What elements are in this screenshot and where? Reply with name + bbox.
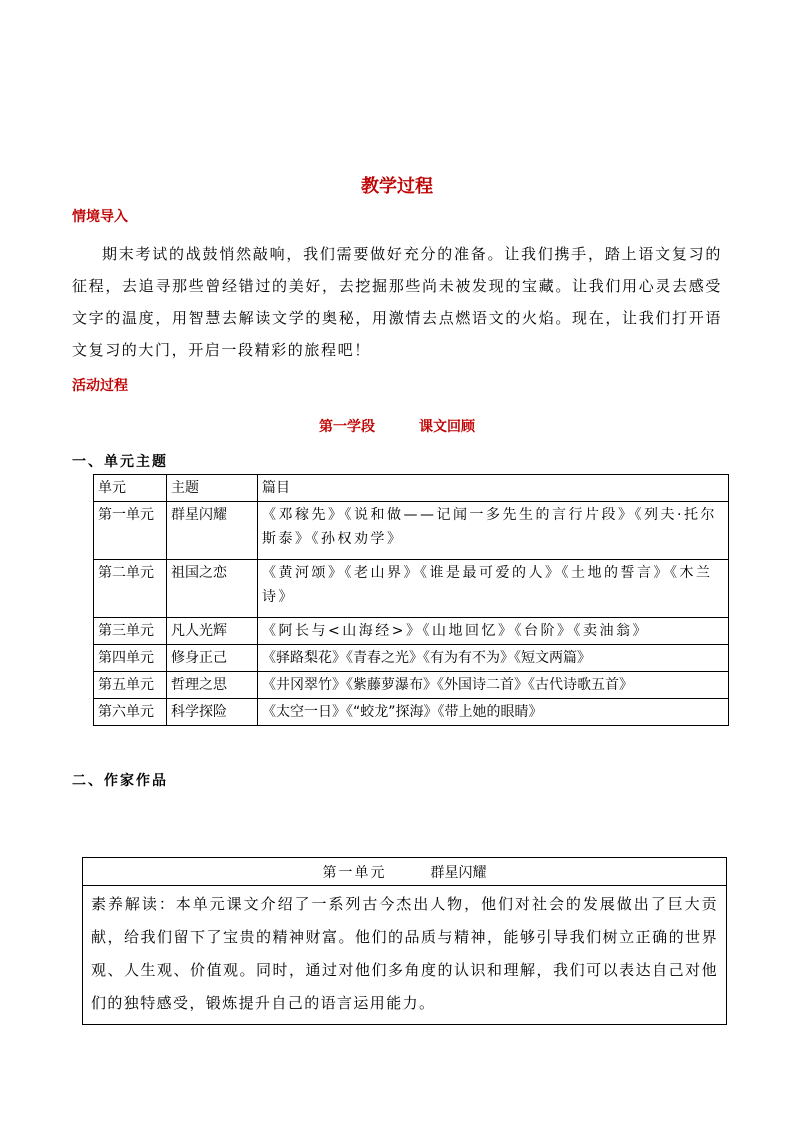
section-heading-activity: 活动过程	[72, 378, 128, 394]
unit-themes-heading: 一、单元主题	[72, 454, 168, 470]
unit-cell: 第五单元	[94, 672, 167, 699]
unit-detail-header-row	[83, 858, 727, 886]
unit-detail-unit: 第一单元	[322, 864, 387, 881]
theme-cell: 科学探险	[167, 699, 258, 726]
theme-cell: 祖国之恋	[167, 560, 258, 618]
theme-cell: 哲理之思	[167, 672, 258, 699]
titles-cell: 《阿长与<山海经>》《山地回忆》《台阶》《卖油翁》	[258, 618, 729, 645]
unit-detail-text: 素养解读：本单元课文介绍了一系列古今杰出人物，他们对社会的发展做出了巨大贡献，给我们留下了宝贵的精神财富。他们的品质与精神，能够引导我们树立正确的世界观、人生观、价值观。同时，通过对他们多角度的认识和理解，我们可以表达自己对他们的独特感受，锻炼提升自己的语言运用能力。	[83, 886, 727, 1025]
table-row	[94, 502, 729, 560]
unit-detail-body-row	[83, 886, 727, 1025]
table-row	[94, 672, 729, 699]
unit-cell: 第三单元	[94, 618, 167, 645]
section-heading-intro: 情境导入	[72, 209, 128, 225]
unit-themes-table	[93, 474, 729, 726]
table-row	[94, 618, 729, 645]
unit-cell: 第六单元	[94, 699, 167, 726]
authors-works-heading: 二、作家作品	[72, 773, 168, 789]
titles-cell: 《黄河颂》《老山界》《谁是最可爱的人》《土地的誓言》《木兰诗》	[258, 560, 729, 618]
titles-cell: 《邓稼先》《说和做——记闻一多先生的言行片段》《列夫·托尔斯泰》《孙权劝学》	[258, 502, 729, 560]
titles-cell: 《驿路梨花》《青春之光》《有为有不为》《短文两篇》	[258, 645, 729, 672]
titles-cell: 《太空一日》《“蛟龙”探海》《带上她的眼睛》	[258, 699, 729, 726]
table-header-row	[94, 475, 729, 502]
stage-part2: 课文回顾	[419, 419, 475, 435]
theme-cell: 群星闪耀	[167, 502, 258, 560]
titles-cell: 《井冈翠竹》《紫藤萝瀑布》《外国诗二首》《古代诗歌五首》	[258, 672, 729, 699]
header-cell-unit: 单元	[94, 475, 167, 502]
unit-detail-box	[82, 857, 727, 1025]
page-title: 教学过程	[361, 176, 433, 197]
header-cell-theme: 主题	[167, 475, 258, 502]
intro-paragraph	[72, 238, 722, 366]
unit-cell: 第四单元	[94, 645, 167, 672]
intro-text: 期末考试的战鼓悄然敲响，我们需要做好充分的准备。让我们携手，踏上语文复习的征程，去追寻那些曾经错过的美好，去挖掘那些尚未被发现的宝藏。让我们用心灵去感受文字的温度，用智慧去解读文学的奥秘，用激情去点燃语文的火焰。现在，让我们打开语文复习的大门，开启一段精彩的旅程吧！	[72, 245, 722, 359]
stage-part1: 第一学段	[319, 419, 375, 435]
table-row	[94, 560, 729, 618]
stage-heading	[0, 416, 794, 436]
theme-cell: 凡人光辉	[167, 618, 258, 645]
unit-cell: 第二单元	[94, 560, 167, 618]
unit-detail-theme: 群星闪耀	[430, 864, 487, 881]
theme-cell: 修身正己	[167, 645, 258, 672]
header-cell-titles: 篇目	[258, 475, 729, 502]
table-row	[94, 645, 729, 672]
unit-cell: 第一单元	[94, 502, 167, 560]
table-row	[94, 699, 729, 726]
unit-detail-header	[83, 858, 727, 886]
